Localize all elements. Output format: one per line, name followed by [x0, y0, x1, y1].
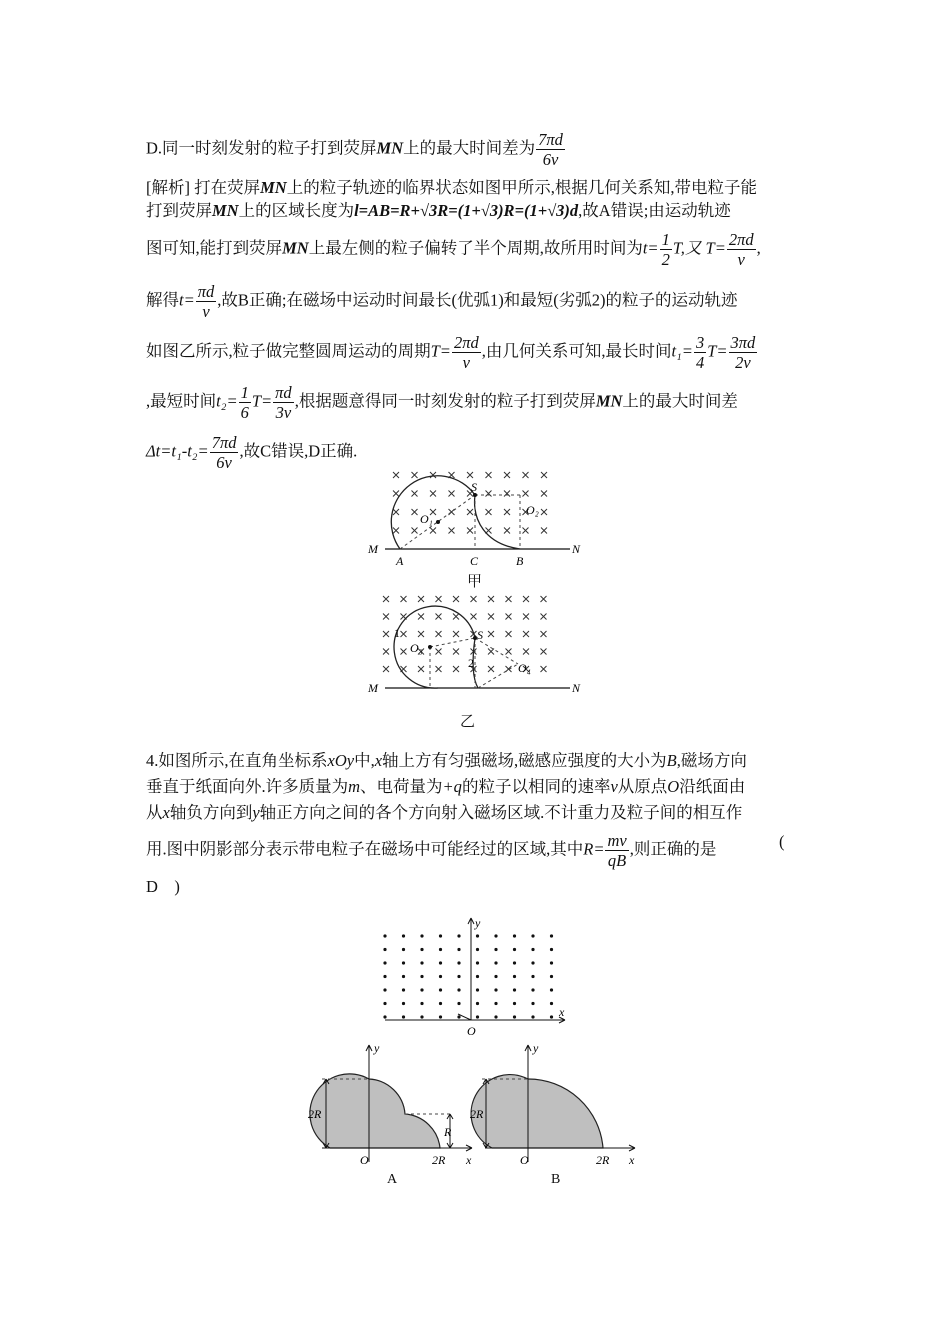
text: 上的最大时间差为 [403, 138, 536, 158]
field-dot-icon [402, 1015, 405, 1018]
field-cross-icon [412, 509, 418, 515]
text: 用.图中阴影部分表示带电粒子在磁场中可能经过的区域,其中 [146, 839, 584, 859]
field-dot-icon [439, 948, 442, 951]
field-dot-icon [476, 1002, 479, 1005]
label-s: S [477, 628, 483, 642]
answer-paren-open: ( [779, 832, 785, 851]
field-dot-icon [420, 934, 423, 937]
caption-option-b: B [551, 1172, 561, 1187]
field-cross-icon [467, 472, 473, 478]
field-dot-icon [402, 961, 405, 964]
text: 上的区域长度为 [238, 201, 355, 220]
fraction [694, 333, 706, 372]
field-cross-icon [486, 472, 492, 478]
field-dot-icon [531, 1002, 534, 1005]
numerator: 2πd [453, 333, 479, 352]
text: ,故A错误;由运动轨迹 [578, 201, 731, 220]
field-cross-icon [504, 491, 510, 497]
field-cross-icon [506, 649, 512, 655]
figure-yi [360, 592, 600, 700]
field-dot-icon [457, 934, 460, 937]
text: 从 [146, 803, 163, 822]
field-dot-icon [457, 948, 460, 951]
label-o: O [360, 1153, 369, 1167]
field-dot-icon [513, 1002, 516, 1005]
field-cross-icon [418, 666, 424, 672]
text: ,故C错误,D正确. [239, 441, 358, 461]
field-dot-icon [531, 961, 534, 964]
answer-line: D ) [146, 877, 180, 896]
numerator: 2πd [728, 230, 754, 249]
field-cross-icon [541, 631, 547, 637]
text: 上的粒子轨迹的临界状态如图甲所示,根据几何关系知,带电粒子能 [286, 178, 757, 197]
field-cross-icon [436, 614, 442, 620]
text: 中, [354, 751, 375, 770]
text: D.同一时刻发射的粒子打到荧屏 [146, 138, 377, 158]
field-dot-icon [420, 1002, 423, 1005]
label-y: y [533, 1041, 539, 1055]
field-dot-icon [439, 975, 442, 978]
fraction [660, 230, 672, 269]
formula: l=AB=R+√3R=(1+√3)R=(1+√3)d [354, 201, 579, 220]
field-dot-icon [494, 1015, 497, 1018]
field-dot-icon [383, 961, 386, 964]
text: 轴上方有匀强磁场,磁感应强度的大小为 [382, 751, 667, 770]
field-dot-icon [457, 988, 460, 991]
field-cross-icon [471, 596, 477, 602]
label-o: O [520, 1153, 529, 1167]
magnetic-field-dots [383, 934, 553, 1018]
label-2r-width: 2R [596, 1153, 610, 1167]
label-c: C [470, 554, 479, 568]
field-cross-icon [453, 596, 459, 602]
label-y: y [374, 1041, 380, 1055]
denominator: 2v [735, 353, 751, 372]
text: ,由几何关系可知,最长时间 [481, 341, 672, 361]
fraction [729, 333, 758, 372]
field-cross-icon [453, 631, 459, 637]
var: O [667, 777, 680, 796]
field-cross-icon [488, 614, 494, 620]
field-cross-icon [383, 666, 389, 672]
field-dot-icon [420, 988, 423, 991]
label-m: M [368, 681, 378, 695]
field-dot-icon [494, 988, 497, 991]
field-cross-icon [418, 631, 424, 637]
field-cross-icon [523, 528, 529, 534]
numerator: 3πd [730, 333, 756, 352]
fraction [536, 130, 565, 169]
field-cross-icon [393, 472, 399, 478]
field-dot-icon [439, 988, 442, 991]
field-dot-icon [476, 1015, 479, 1018]
field-dot-icon [476, 961, 479, 964]
field-cross-icon [506, 631, 512, 637]
text: 、电荷量为 [360, 777, 443, 796]
shaded-region [310, 1074, 440, 1148]
field-cross-icon [504, 472, 510, 478]
text: 沿纸面由 [679, 777, 746, 796]
field-dot-icon [494, 934, 497, 937]
fraction [605, 831, 628, 870]
label-2r-width: 2R [432, 1153, 446, 1167]
denominator: v [202, 302, 210, 321]
field-cross-icon [506, 596, 512, 602]
field-cross-icon [412, 472, 418, 478]
field-dot-icon [531, 934, 534, 937]
field-dot-icon [550, 1002, 553, 1005]
label-2r-height: 2R [470, 1107, 484, 1121]
var: B [666, 751, 677, 770]
numerator: 1 [661, 230, 670, 249]
fraction [452, 333, 481, 372]
var-mn: MN [212, 201, 239, 220]
var: m [348, 777, 361, 796]
field-cross-icon [401, 596, 407, 602]
figure-jia [360, 460, 600, 588]
field-cross-icon [430, 528, 436, 534]
fraction [239, 383, 251, 422]
text: 轴正方向之间的各个方向射入磁场区域.不计重力及粒子间的相互作 [259, 803, 743, 822]
field-cross-icon [488, 649, 494, 655]
field-dot-icon [550, 948, 553, 951]
field-cross-icon [393, 528, 399, 534]
field-dot-icon [513, 934, 516, 937]
numerator: 7πd [211, 433, 237, 452]
text: ,故B正确;在磁场中运动时间最长(优弧1)和最短(劣弧2)的粒子的运动轨迹 [217, 290, 738, 310]
field-cross-icon [430, 472, 436, 478]
trajectory-arc-right [475, 495, 520, 549]
caption-jia: 甲 [467, 574, 483, 590]
numerator: πd [275, 383, 292, 402]
field-cross-icon [436, 666, 442, 672]
field-dot-icon [402, 934, 405, 937]
label-2r-height: 2R [308, 1107, 322, 1121]
field-cross-icon [383, 596, 389, 602]
text: 上的最大时间差 [622, 391, 738, 411]
var: t= [642, 238, 659, 258]
numerator: 3 [695, 333, 705, 352]
q4-line-3 [146, 802, 806, 824]
q4-line-1 [146, 750, 806, 772]
denominator: v [737, 250, 745, 269]
label-a: A [396, 554, 404, 568]
field-cross-icon [488, 596, 494, 602]
text: 如图乙所示,粒子做完整圆周运动的周期 [146, 341, 431, 361]
field-dot-icon [383, 1015, 386, 1018]
field-cross-icon [541, 596, 547, 602]
figure-option-b [470, 1040, 640, 1170]
field-cross-icon [401, 631, 407, 637]
field-dot-icon [383, 934, 386, 937]
field-cross-icon [430, 491, 436, 497]
field-dot-icon [513, 961, 516, 964]
text: ,最短时间 [146, 391, 217, 411]
text: ,磁场方向 [676, 751, 747, 770]
var: v [610, 777, 618, 796]
label-s: S [471, 480, 477, 494]
field-dot-icon [420, 948, 423, 951]
field-cross-icon [412, 528, 418, 534]
field-dot-icon [531, 988, 534, 991]
dashed-o4 [478, 664, 518, 688]
label-arc-1: 1 [394, 626, 400, 640]
field-dot-icon [531, 1015, 534, 1018]
field-dot-icon [550, 975, 553, 978]
field-dot-icon [476, 975, 479, 978]
analysis-line-3 [146, 230, 806, 269]
var: x [162, 803, 170, 822]
field-cross-icon [541, 528, 547, 534]
field-cross-icon [488, 666, 494, 672]
text: 垂直于纸面向外.许多质量为 [146, 777, 349, 796]
field-cross-icon [436, 631, 442, 637]
field-dot-icon [420, 975, 423, 978]
shaded-region [471, 1075, 603, 1148]
label-o3: O₃ [410, 641, 423, 655]
var: y [252, 803, 260, 822]
field-cross-icon [393, 491, 399, 497]
field-dot-icon [550, 1015, 553, 1018]
label-n: N [572, 542, 581, 556]
denominator: 6v [216, 453, 232, 472]
field-cross-icon [486, 509, 492, 515]
var: t= [179, 290, 195, 310]
field-cross-icon [449, 491, 455, 497]
field-dot-icon [420, 961, 423, 964]
field-dot-icon [457, 961, 460, 964]
denominator: 3v [275, 403, 292, 422]
text: ,根据题意得同一时刻发射的粒子打到荧屏 [294, 391, 596, 411]
var: T= [707, 341, 728, 361]
field-dot-icon [513, 975, 516, 978]
field-dot-icon [494, 1002, 497, 1005]
caption-option-a: A [387, 1172, 398, 1187]
text: 打到荧屏 [146, 201, 212, 220]
denominator: v [462, 353, 470, 372]
fraction [196, 282, 217, 321]
field-cross-icon [453, 666, 459, 672]
field-cross-icon [504, 528, 510, 534]
field-dot-icon [513, 988, 516, 991]
field-dot-icon [439, 1015, 442, 1018]
field-cross-icon [453, 649, 459, 655]
field-cross-icon [541, 666, 547, 672]
label-arc-2: 2 [468, 656, 474, 670]
label-x: x [559, 1005, 565, 1019]
field-dot-icon [494, 975, 497, 978]
field-cross-icon [418, 614, 424, 620]
label-y: y [475, 916, 481, 930]
field-cross-icon [383, 649, 389, 655]
field-dot-icon [550, 934, 553, 937]
text: , [756, 238, 761, 258]
analysis-line-4 [146, 282, 806, 321]
field-dot-icon [513, 948, 516, 951]
analysis-line-6 [146, 383, 806, 422]
text: 从原点 [617, 777, 668, 796]
field-cross-icon [401, 649, 407, 655]
var: +q [442, 777, 462, 796]
field-cross-icon [541, 472, 547, 478]
var-mn: MN [282, 238, 309, 258]
field-dot-icon [383, 988, 386, 991]
text: 图可知,能打到荧屏 [146, 238, 283, 258]
field-dot-icon [550, 961, 553, 964]
numerator: πd [197, 282, 215, 301]
field-dot-icon [439, 934, 442, 937]
label-o4: O₄ [518, 661, 531, 675]
field-cross-icon [418, 596, 424, 602]
field-dot-icon [476, 934, 479, 937]
text: 轴负方向到 [169, 803, 253, 822]
field-dot-icon [531, 948, 534, 951]
field-cross-icon [467, 528, 473, 534]
q4-line-2 [146, 776, 806, 798]
label-x: x [629, 1153, 635, 1167]
denominator: 2 [661, 250, 670, 269]
var-mn: MN [595, 391, 623, 411]
field-cross-icon [486, 491, 492, 497]
field-dot-icon [402, 988, 405, 991]
var-mn: MN [376, 138, 404, 158]
field-cross-icon [523, 596, 529, 602]
field-dot-icon [513, 1015, 516, 1018]
field-cross-icon [467, 509, 473, 515]
field-dot-icon [383, 1002, 386, 1005]
field-cross-icon [541, 491, 547, 497]
q4-line-4 [146, 831, 806, 870]
field-dot-icon [439, 1002, 442, 1005]
var: T= [705, 238, 726, 258]
label-o2: O₂ [526, 503, 539, 517]
analysis-line-2 [146, 200, 806, 222]
text: 4.如图所示,在直角坐标系 [146, 751, 328, 770]
var: xOy [327, 751, 355, 770]
field-dot-icon [402, 1002, 405, 1005]
field-dot-icon [439, 961, 442, 964]
label-x: x [466, 1153, 472, 1167]
numerator: 1 [240, 383, 249, 402]
field-cross-icon [383, 631, 389, 637]
field-dot-icon [494, 948, 497, 951]
var-mn: MN [260, 178, 287, 197]
field-cross-icon [393, 509, 399, 515]
field-cross-icon [436, 596, 442, 602]
text: 打在荧屏 [194, 178, 261, 197]
center-o3 [428, 645, 432, 649]
denominator: 6 [240, 403, 249, 422]
field-dot-icon [457, 1002, 460, 1005]
text: 上最左侧的粒子偏转了半个周期,故所用时间为 [308, 238, 643, 258]
field-dot-icon [476, 988, 479, 991]
label-o1: O₁ [420, 512, 433, 526]
field-cross-icon [541, 614, 547, 620]
field-cross-icon [412, 491, 418, 497]
var: t₂= [216, 391, 238, 411]
field-cross-icon [523, 472, 529, 478]
denominator: 6v [542, 150, 559, 169]
analysis-line-5 [146, 333, 806, 372]
field-cross-icon [453, 614, 459, 620]
var: T,又 [672, 238, 702, 258]
field-cross-icon [523, 649, 529, 655]
caption-yi: 乙 [460, 714, 476, 730]
denominator: 4 [695, 353, 705, 372]
field-cross-icon [488, 631, 494, 637]
numerator: 7πd [538, 130, 563, 149]
field-dot-icon [383, 975, 386, 978]
denominator: qB [607, 851, 627, 870]
dashed-o3s [430, 638, 475, 647]
label-m: M [368, 542, 378, 556]
label-b: B [516, 554, 524, 568]
field-cross-icon [471, 614, 477, 620]
field-dot-icon [383, 948, 386, 951]
text: 的粒子以相同的速率 [461, 777, 611, 796]
field-cross-icon [523, 614, 529, 620]
option-d-line [146, 130, 806, 169]
label-o: O [467, 1024, 476, 1038]
center-o1 [436, 520, 440, 524]
field-cross-icon [523, 631, 529, 637]
field-dot-icon [457, 975, 460, 978]
formula: Δt=t₁-t₂= [146, 441, 209, 461]
field-cross-icon [504, 509, 510, 515]
field-dot-icon [550, 988, 553, 991]
figure-field [370, 910, 580, 1040]
field-dot-icon [402, 948, 405, 951]
var: T= [430, 341, 451, 361]
analysis-line-1 [146, 177, 806, 199]
field-cross-icon [383, 614, 389, 620]
var: R= [583, 839, 605, 859]
field-cross-icon [523, 491, 529, 497]
var: t₁= [671, 341, 693, 361]
label-n: N [572, 681, 581, 695]
var: x [374, 751, 383, 770]
field-dot-icon [402, 975, 405, 978]
arc-major-1 [394, 606, 475, 688]
fraction [210, 433, 239, 472]
field-cross-icon [541, 649, 547, 655]
figure-option-a [300, 1040, 480, 1170]
text: 解得 [146, 290, 179, 310]
analysis-tag: [解析] [146, 178, 190, 197]
field-dot-icon [476, 948, 479, 951]
field-cross-icon [506, 614, 512, 620]
field-dot-icon [457, 1015, 460, 1018]
numerator: mv [607, 831, 627, 850]
field-dot-icon [531, 975, 534, 978]
field-cross-icon [541, 509, 547, 515]
fraction [727, 230, 756, 269]
fraction [273, 383, 294, 422]
text: ,则正确的是 [629, 839, 717, 859]
field-cross-icon [436, 649, 442, 655]
field-dot-icon [420, 1015, 423, 1018]
var: T= [251, 391, 273, 411]
field-dot-icon [494, 961, 497, 964]
label-r: R [444, 1125, 452, 1139]
field-cross-icon [449, 528, 455, 534]
